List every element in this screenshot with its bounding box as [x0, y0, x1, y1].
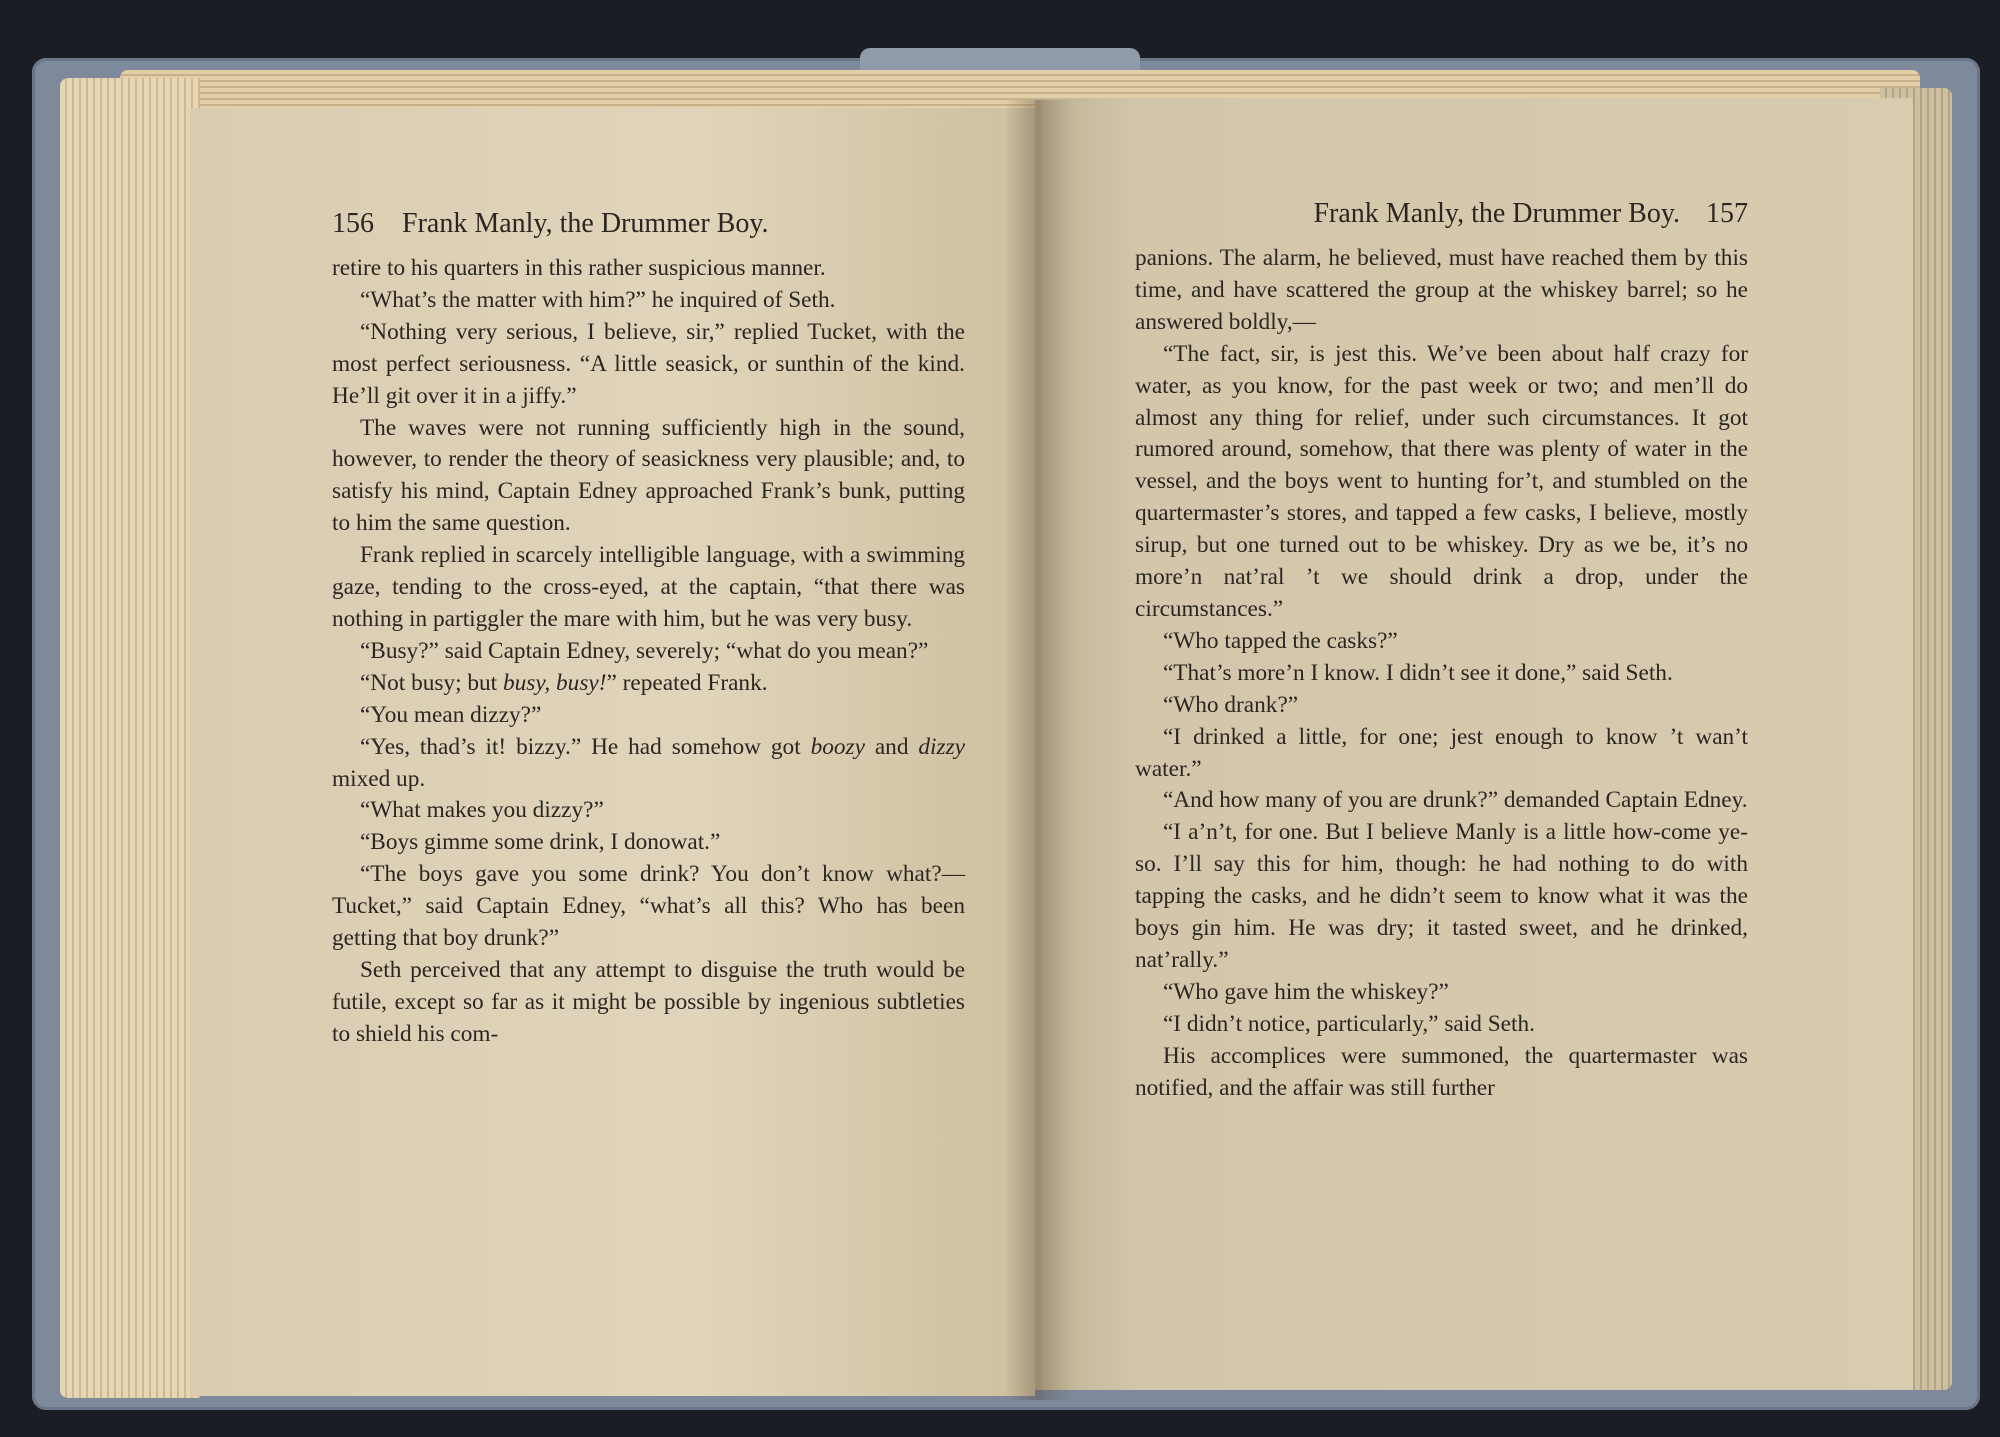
text-run: “That’s more’n I know. I didn’t see it done,” said Seth. [1162, 659, 1673, 686]
text-run: “I didn’t notice, particularly,” said Seth. [1162, 1010, 1535, 1037]
paragraph [332, 317, 965, 413]
text-run: “Who tapped the casks?” [1162, 627, 1398, 654]
text-run: mixed up. [332, 765, 426, 792]
left-running-head-title: Frank Manly, the Drummer Boy. [402, 208, 769, 239]
paragraph [332, 795, 965, 827]
paragraph [1135, 243, 1748, 339]
left-page-number: 156 [332, 208, 374, 239]
paragraph [332, 955, 965, 1051]
text-run: panions. The alarm, he believed, must have reached them by this time, and have scattered the group at the whiskey barrel; so he answered boldly,— [1135, 245, 1748, 335]
paragraph [332, 668, 965, 700]
paragraph [1135, 1009, 1748, 1041]
text-run: The waves were not running sufficiently high in the sound, however, to render the theory of seasickness very plausible; and, to satisfy his mind, Captain Edney approached Frank’s bunk, putting to him the same question. [332, 414, 965, 537]
paragraph [332, 636, 965, 668]
paragraph [1135, 658, 1748, 690]
paragraph [1135, 785, 1748, 817]
right-running-head [1135, 193, 1748, 235]
paragraph [332, 540, 965, 636]
italic-text: busy, busy! [502, 669, 607, 696]
paragraph [332, 827, 965, 859]
paragraph [1135, 817, 1748, 977]
text-run: “Boys gimme some drink, I donowat.” [359, 829, 721, 856]
paragraph [332, 413, 965, 541]
text-run: retire to his quarters in this rather suspicious manner. [332, 255, 826, 281]
paragraph [1135, 626, 1748, 658]
text-run: His accomplices were summoned, the quartermaster was notified, and the affair was still further [1135, 1042, 1748, 1101]
paragraph [332, 285, 965, 317]
text-run: “I a’n’t, for one. But I believe Manly is a little how-come ye-so. I’ll say this for him, though: he had nothing to do with tapping the casks, and he didn’t seem to know what it was the boys gin him. He was dry; it tasted sweet, and he drinked, nat’rally.” [1135, 819, 1748, 973]
book-gutter-shadow [1005, 100, 1075, 1400]
text-run: “You mean dizzy?” [359, 701, 542, 728]
text-run: Frank replied in scarcely intelligible language, with a swimming gaze, tending to the cross-eyed, at the captain, “that there was nothing in partiggler the mare with him, but he was very busy. [332, 542, 965, 632]
paragraph [332, 700, 965, 732]
paragraph [1135, 977, 1748, 1009]
text-run: and [864, 733, 919, 760]
text-run: “Nothing very serious, I believe, sir,” replied Tucket, with the most perfect seriousness. “A little seasick, or sunthin of the kind. He’ll git over it in a jiffy.” [332, 318, 965, 409]
italic-text: dizzy [918, 733, 965, 760]
text-run: “Who drank?” [1162, 691, 1299, 718]
text-run: “Busy?” said Captain Edney, severely; “what do you mean?” [359, 637, 929, 664]
text-run: “What makes you dizzy?” [359, 797, 604, 824]
paragraph [1135, 722, 1748, 786]
text-run: Seth perceived that any attempt to disguise the truth would be futile, except so far as it might be possible by ingenious subtleties to shield his com- [332, 956, 965, 1047]
text-run: “The fact, sir, is jest this. We’ve been about half crazy for water, as you know, for the past week or two; and men’ll do almost any thing for relief, under such circumstances. It got rumored around, somehow, that there was plenty of water in the vessel, and the boys went to hunting for’t, and stumbled on the quartermaster’s stores, and tapped a few casks, I believe, mostly sirup, but one turned out to be whiskey. Dry as we be, it’s no more’n nat’ral ’t we should drink a drop, under the circumstances.” [1135, 340, 1748, 622]
right-page-number: 157 [1706, 198, 1748, 229]
text-run: “Who gave him the whiskey?” [1162, 978, 1449, 1005]
left-page [190, 108, 1035, 1396]
text-run: “Yes, thad’s it! bizzy.” He had somehow got [359, 733, 811, 760]
paragraph [332, 253, 965, 285]
page-edges-left [60, 78, 200, 1398]
paragraph [1135, 339, 1748, 626]
left-page-body [332, 253, 965, 1051]
text-run: “What’s the matter with him?” he inquired of Seth. [359, 286, 836, 313]
right-page [1035, 98, 1913, 1390]
right-page-body [1135, 243, 1748, 1104]
text-run: ” repeated Frank. [606, 669, 768, 696]
italic-text: boozy [810, 733, 865, 760]
paragraph [1135, 1041, 1748, 1105]
paragraph [332, 859, 965, 955]
paragraph [1135, 690, 1748, 722]
text-run: “I drinked a little, for one; jest enough to know ’t wan’t water.” [1135, 723, 1748, 782]
left-running-head [332, 203, 965, 245]
text-run: “The boys gave you some drink? You don’t know what?—Tucket,” said Captain Edney, “what’s all this? Who has been getting that boy drunk?” [332, 861, 965, 952]
right-running-head-title: Frank Manly, the Drummer Boy. [1313, 198, 1680, 229]
text-run: “Not busy; but [359, 669, 503, 696]
text-run: “And how many of you are drunk?” demanded Captain Edney. [1162, 787, 1748, 814]
paragraph [332, 732, 965, 796]
